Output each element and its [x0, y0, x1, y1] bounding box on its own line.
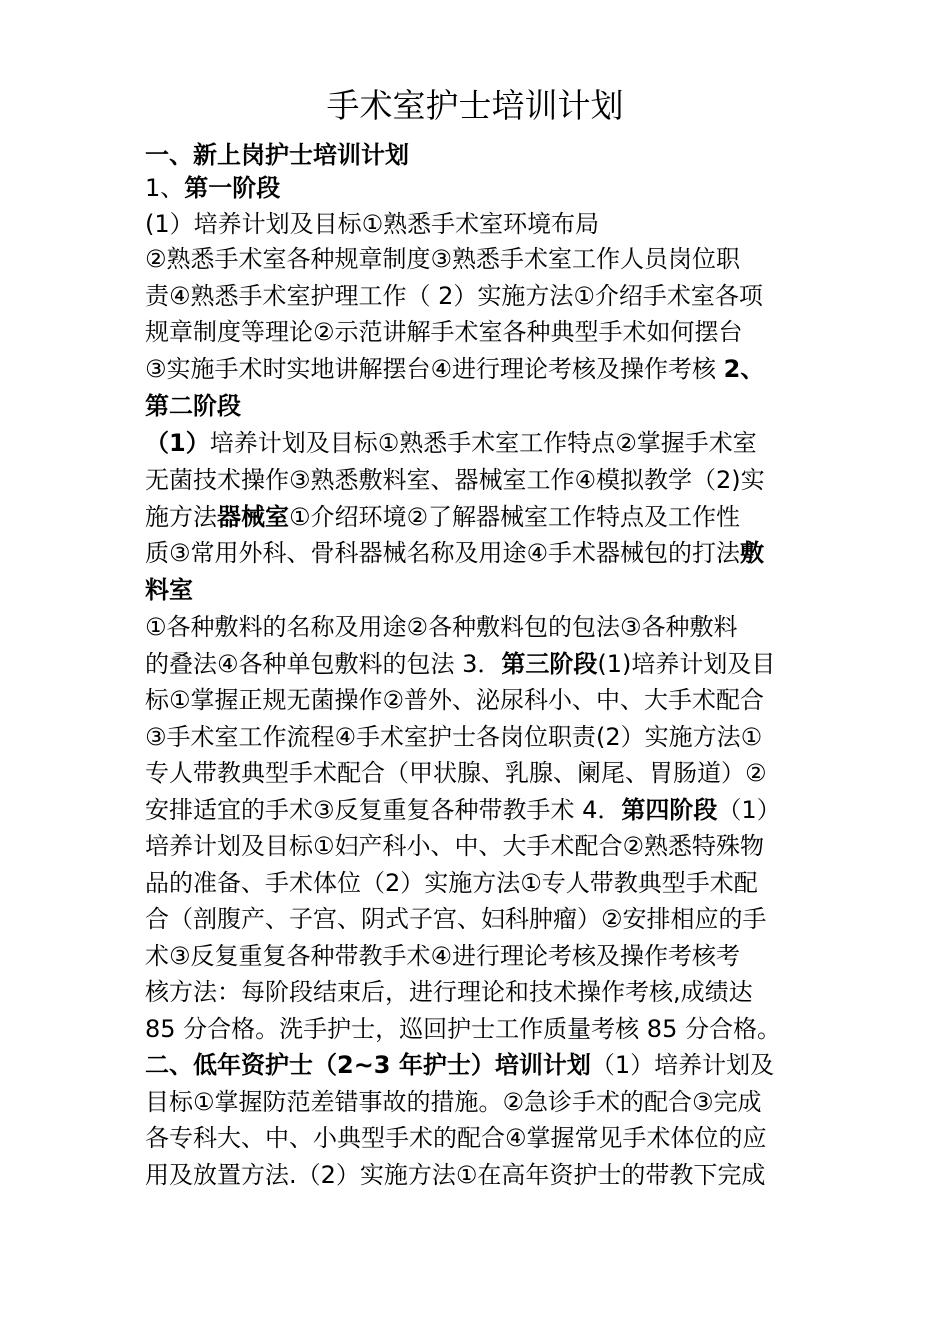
- bold-text-run: 第四阶段: [621, 796, 718, 824]
- text-line: [145, 904, 767, 934]
- bold-text-run: 第三阶段: [501, 650, 598, 678]
- text-run: （1）培养计划及: [590, 1051, 775, 1079]
- text-line: [145, 575, 193, 605]
- text-run: ①介绍环境②了解器械室工作特点及工作性: [289, 503, 741, 531]
- bold-text-run: 2、: [723, 355, 765, 383]
- text-line: [145, 1014, 781, 1044]
- text-line: [145, 140, 409, 170]
- bold-text-run: 第一阶段: [184, 174, 281, 202]
- text-line: [145, 1087, 762, 1117]
- text-run: （1）: [717, 796, 781, 824]
- text-line: [145, 354, 764, 384]
- text-line: [145, 502, 740, 532]
- text-run: 无菌技术操作③熟悉敷料室、器械室工作④模拟教学（2)实: [145, 466, 765, 494]
- text-line: [145, 281, 763, 311]
- text-run: 术③反复重复各种带教手术④进行理论考核及操作考核考: [145, 942, 741, 970]
- text-run: 规章制度等理论②示范讲解手术室各种典型手术如何摆台: [145, 318, 743, 346]
- text-run: 的叠法④各种单包敷料的包法 3．: [145, 650, 502, 678]
- text-line: [145, 795, 781, 825]
- text-run: 目标①掌握防范差错事故的措施。②急诊手术的配合③完成: [145, 1088, 762, 1116]
- text-line: [145, 538, 764, 568]
- document-title: 手术室护士培训计划: [326, 86, 624, 125]
- text-line: [145, 649, 775, 679]
- text-line: [145, 428, 757, 458]
- text-line: [145, 722, 762, 752]
- text-run: 培养计划及目标①熟悉手术室工作特点②掌握手术室: [209, 429, 757, 457]
- text-run: 质③常用外科、骨科器械名称及用途④手术器械包的打法: [145, 539, 741, 567]
- text-run: 责④熟悉手术室护理工作（ 2）实施方法①介绍手术室各项: [145, 282, 763, 310]
- text-run: 品的准备、手术体位（2）实施方法①专人带教典型手术配: [145, 869, 758, 897]
- text-run: 用及放置方法.（2）实施方法①在高年资护士的带教下完成: [145, 1161, 766, 1189]
- text-run: 85 分合格。洗手护士，巡回护士工作质量考核 85 分合格。: [145, 1015, 781, 1043]
- bold-text-run: 敷: [740, 539, 765, 567]
- text-line: [145, 685, 764, 715]
- text-run: ③实施手术时实地讲解摆台④进行理论考核及操作考核: [145, 355, 724, 383]
- text-run: 专人带教典型手术配合（甲状腺、乳腺、阑尾、胃肠道）②: [145, 759, 767, 787]
- text-line: [145, 758, 767, 788]
- text-line: [145, 941, 740, 971]
- bold-text-run: 料室: [145, 576, 193, 604]
- text-line: [145, 1160, 765, 1190]
- text-line: [145, 612, 738, 642]
- text-line: [145, 173, 280, 203]
- text-run: (1）培养计划及目标①熟悉手术室环境布局: [145, 210, 600, 238]
- text-run: 安排适宜的手术③反复重复各种带教手术 4．: [145, 796, 622, 824]
- text-line: [145, 317, 743, 347]
- text-line: [145, 209, 599, 239]
- text-line: [145, 1050, 774, 1080]
- text-line: [145, 831, 764, 861]
- bold-text-run: （1）: [145, 429, 210, 457]
- text-run: 标①掌握正规无菌操作②普外、泌尿科小、中、大手术配合: [145, 686, 765, 714]
- text-run: 施方法: [145, 503, 217, 531]
- bold-text-run: 器械室: [217, 503, 289, 531]
- bold-text-run: 第二阶段: [145, 392, 241, 420]
- text-run: (1)培养计划及目: [597, 650, 776, 678]
- text-run: 核方法：每阶段结束后，进行理论和技术操作考核,成绩达: [145, 978, 753, 1006]
- text-line: [145, 868, 758, 898]
- bold-text-run: 一、新上岗护士培训计划: [145, 141, 409, 169]
- text-run: 1、: [145, 174, 185, 202]
- text-run: ①各种敷料的名称及用途②各种敷料包的包法③各种敷料: [145, 613, 738, 641]
- text-line: [145, 465, 765, 495]
- text-line: [145, 244, 740, 274]
- text-line: [145, 391, 241, 421]
- text-line: [145, 977, 753, 1007]
- text-run: ②熟悉手术室各种规章制度③熟悉手术室工作人员岗位职: [145, 245, 741, 273]
- text-run: 培养计划及目标①妇产科小、中、大手术配合②熟悉特殊物: [145, 832, 765, 860]
- text-run: 合（剖腹产、子宫、阴式子宫、妇科肿瘤）②安排相应的手: [145, 905, 767, 933]
- bold-text-run: 二、低年资护士（2~3 年护士）培训计划: [145, 1051, 591, 1079]
- text-run: 各专科大、中、小典型手术的配合④掌握常见手术体位的应: [145, 1124, 767, 1152]
- text-line: [145, 1123, 767, 1153]
- text-run: ③手术室工作流程④手术室护士各岗位职责(2）实施方法①: [145, 723, 763, 751]
